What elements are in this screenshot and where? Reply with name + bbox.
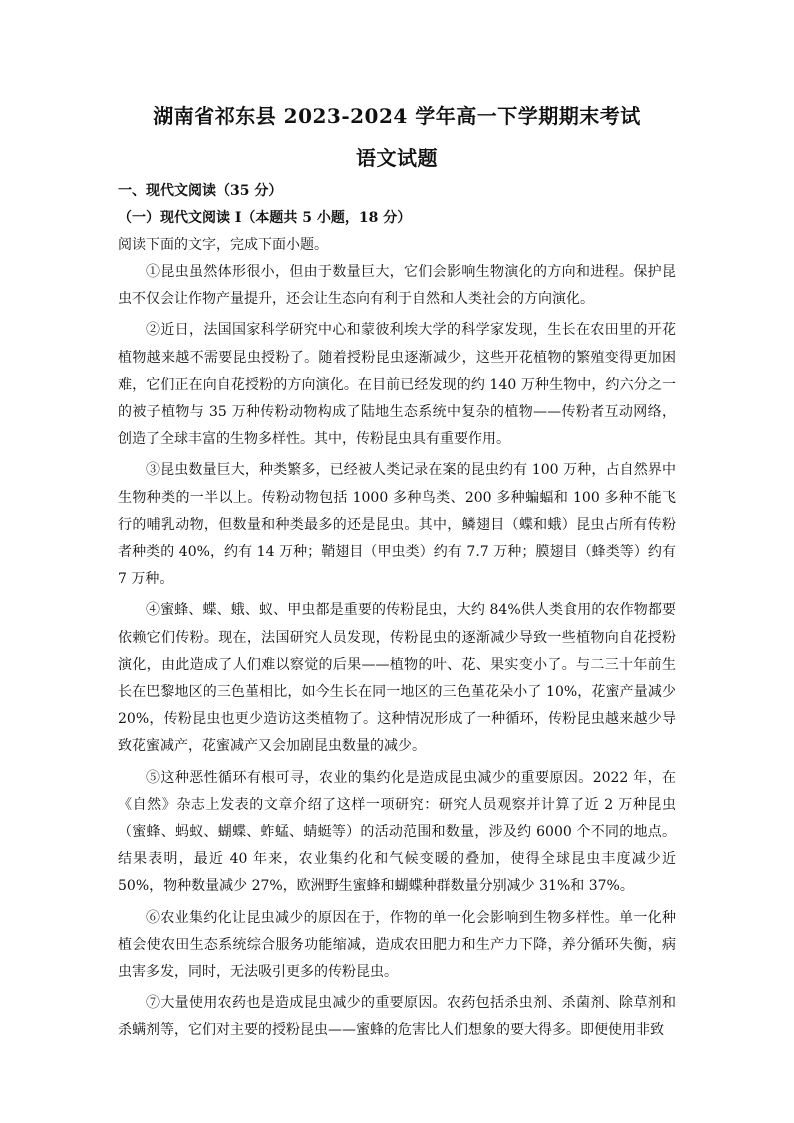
passage-paragraph-3: ③昆虫数量巨大，种类繁多，已经被人类记录在案的昆虫约有 100 万种，占自然界中生物种类的一半以上。传粉动物包括 1000 多种鸟类、200 多种蝙蝠和 100 多种不能飞行的哺乳动物，但数量和种类最多的还是昆虫。其中，鳞翅目（蝶和蛾）昆虫占所有传粉者种类的 40%，约有 14 万种；鞘翅目（甲虫类）约有 7.7 万种；膜翅目（蜂类等）约有 7 万种。 [118,462,676,588]
section-heading: 一、现代文阅读（35 分） [118,183,283,199]
passage-paragraph-7: ⑦大量使用农药也是造成昆虫减少的重要原因。农药包括杀虫剂、杀菌剂、除草剂和杀螨剂等，它们对主要的授粉昆虫——蜜蜂的危害比人们想象的要大得多。即便使用非致 [118,995,676,1039]
passage-body [118,259,676,1045]
exam-subject-title: 语文试题 [356,146,438,170]
passage-paragraph-2: ②近日，法国国家科学研究中心和蒙彼利埃大学的科学家发现，生长在农田里的开花植物越来越不需要昆虫授粉了。随着授粉昆虫逐渐减少，这些开花植物的繁殖变得更加困难，它们正在向自花授粉的方向演化。在目前已经发现的约 140 万种生物中，约六分之一的被子植物与 35 万种传粉动物构成了陆地生态系统中复杂的植物——传粉者互动网络，创造了全球丰富的生物多样性。其中，传粉昆虫具有重要作用。 [118,322,676,448]
passage-paragraph-1: ①昆虫虽然体形很小，但由于数量巨大，它们会影响生物演化的方向和进程。保护昆虫不仅会让作物产量提升，还会让生态向有利于自然和人类社会的方向演化。 [118,264,676,308]
passage-paragraph-4: ④蜜蜂、蝶、蛾、蚁、甲虫都是重要的传粉昆虫，大约 84%供人类食用的农作物都要依赖它们传粉。现在，法国研究人员发现，传粉昆虫的逐渐减少导致一些植物向自花授粉演化，由此造成了人们难以察觉的后果——植物的叶、花、果实变小了。与二三十年前生长在巴黎地区的三色堇相比，如今生长在同一地区的三色堇花朵小了 10%，花蜜产量减少 20%，传粉昆虫也更少造访这类植物了。这种情况形成了一种循环，传粉昆虫越来越少导致花蜜减产，花蜜减产又会加剧昆虫数量的减少。 [118,602,676,755]
passage-paragraph-5: ⑤这种恶性循环有根可寻，农业的集约化是造成昆虫减少的重要原因。2022 年，在《自然》杂志上发表的文章介绍了这样一项研究：研究人员观察并计算了近 2 万种昆虫（蜜蜂、蚂蚁、蝴蝶、蚱蜢、蜻蜓等）的活动范围和数量，涉及约 6000 个不同的地点。结果表明，最近 40 年来，农业集约化和气候变暖的叠加，使得全球昆虫丰度减少近 50%，物种数量减少 27%，欧洲野生蜜蜂和蝴蝶种群数量分别减少 31%和 37%。 [118,769,676,895]
reading-instruction: 阅读下面的文字，完成下面小题。 [118,237,328,253]
exam-title: 湖南省祁东县 2023-2024 学年高一下学期期末考试 [153,104,641,128]
passage-paragraph-6: ⑥农业集约化让昆虫减少的原因在于，作物的单一化会影响到生物多样性。单一化种植会使农田生态系统综合服务功能缩减，造成农田肥力和生产力下降，养分循环失衡，病虫害多发，同时，无法吸引更多的传粉昆虫。 [118,909,676,981]
subsection-heading: （一）现代文阅读 I（本题共 5 小题，18 分） [118,210,412,226]
